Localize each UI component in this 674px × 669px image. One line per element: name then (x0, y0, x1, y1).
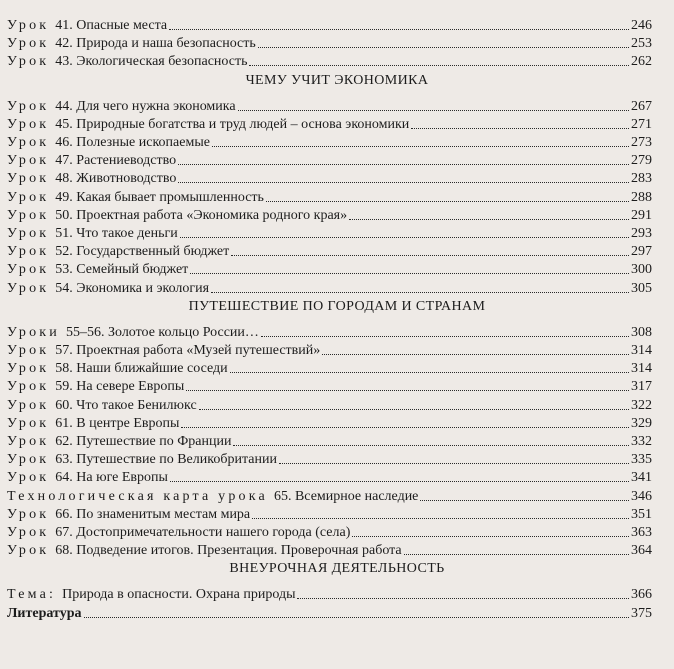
toc-entry-prefix: Урок (7, 207, 50, 223)
toc-entry-prefix: Урок (7, 153, 50, 169)
toc-entry-title: Природа в опасности. Охрана природы (62, 587, 296, 603)
toc-entry-title: 55–56. Золотое кольцо России… (65, 324, 259, 340)
dot-leader (352, 536, 629, 537)
toc-entry[interactable] (7, 133, 652, 151)
dot-leader (266, 201, 629, 202)
toc-entry[interactable] (7, 279, 652, 297)
toc-entry-prefix: Урок (7, 189, 50, 205)
toc-entry[interactable] (7, 260, 652, 278)
toc-entry-title: 57. Проектная работа «Музей путешествий» (55, 343, 321, 358)
toc-entry-page: 346 (631, 488, 652, 504)
toc-entry-title: 64. На юге Европы (55, 470, 168, 486)
dot-leader (238, 110, 629, 111)
toc-entry-page: 279 (631, 153, 652, 169)
toc-entry[interactable] (7, 468, 652, 486)
dot-leader (404, 554, 629, 555)
toc-entry-prefix: Урок (7, 54, 50, 70)
dot-leader (231, 255, 629, 256)
toc-entry[interactable] (7, 523, 652, 541)
toc-entry-title: 52. Государственный бюджет (55, 244, 230, 260)
toc-entry-page: 366 (631, 587, 652, 603)
toc-entry[interactable] (7, 169, 652, 187)
toc-entry[interactable] (7, 414, 652, 432)
toc-entry-title: 44. Для чего нужна экономика (55, 98, 236, 114)
toc-entry-title: 60. Что такое Бенилюкс (55, 397, 197, 413)
toc-entry[interactable] (7, 432, 652, 450)
toc-entry-title: 65. Всемирное наследие (273, 488, 419, 504)
dot-leader (170, 481, 629, 482)
toc-entry-prefix: Урок (7, 280, 50, 296)
toc-entry-title: 68. Подведение итогов. Презентация. Проверочная работа (55, 543, 402, 559)
dot-leader (230, 372, 629, 373)
dot-leader (212, 146, 629, 147)
toc-entry-page: 332 (631, 434, 652, 449)
toc-entry-page: 329 (631, 415, 652, 431)
toc-entry-page: 314 (631, 343, 652, 358)
toc-entry-page: 375 (631, 605, 652, 621)
dot-leader (181, 427, 629, 428)
toc-entry-prefix: Урок (7, 434, 50, 449)
toc-entry-title: 59. На севере Европы (55, 379, 185, 395)
toc-entry[interactable] (7, 115, 652, 133)
dot-leader (190, 273, 629, 274)
dot-leader (411, 128, 629, 129)
dot-leader (178, 182, 629, 183)
toc-entry-page: 363 (631, 525, 652, 540)
dot-leader (249, 65, 629, 66)
toc-entry-page: 314 (631, 361, 652, 377)
toc-entry[interactable] (7, 206, 652, 224)
toc-entry[interactable] (7, 16, 652, 34)
toc-entry-prefix: Тема: (7, 587, 57, 603)
toc-entry-title: 61. В центре Европы (55, 415, 180, 431)
toc-entry-prefix: Урок (7, 397, 50, 413)
toc-entry-page: 283 (631, 171, 652, 187)
toc-entry[interactable] (7, 188, 652, 206)
toc-entry-page: 262 (631, 54, 652, 70)
toc-entry-prefix: Урок (7, 361, 50, 377)
toc-entry[interactable] (7, 377, 652, 395)
toc-entry-prefix: Уроки (7, 324, 60, 340)
toc-entry-page: 293 (631, 226, 652, 241)
dot-leader (211, 292, 629, 293)
toc-entry-page: 271 (631, 116, 652, 132)
toc-entry-prefix: Урок (7, 18, 50, 33)
toc-entry-prefix: Урок (7, 244, 50, 260)
toc-entry[interactable] (7, 341, 652, 359)
toc-entry-prefix: Урок (7, 262, 50, 278)
dot-leader (199, 409, 629, 410)
toc-entry-title: 45. Природные богатства и труд людей – основа экономики (55, 116, 410, 132)
toc-entry-prefix: Технологическая карта урока (7, 488, 268, 504)
dot-leader (297, 598, 629, 599)
toc-entry-title: 42. Природа и наша безопасность (55, 36, 256, 52)
toc-entry-prefix: Урок (7, 343, 50, 358)
toc-entry-title: 63. Путешествие по Великобритании (55, 452, 277, 468)
dot-leader (258, 47, 629, 48)
section-heading: ЧЕМУ УЧИТ ЭКОНОМИКА (245, 72, 429, 88)
toc-entry-prefix: Урок (7, 226, 50, 241)
toc-entry[interactable] (7, 450, 652, 468)
toc-entry-page: 273 (631, 135, 652, 150)
toc-entry-prefix: Урок (7, 525, 50, 540)
dot-leader (233, 445, 629, 446)
toc-entry-title: 50. Проектная работа «Экономика родного края» (55, 207, 348, 223)
toc-entry-page: 300 (631, 262, 652, 278)
toc-entry-prefix: Урок (7, 506, 50, 522)
section-heading: ВНЕУРОЧНАЯ ДЕЯТЕЛЬНОСТЬ (229, 561, 445, 577)
dot-leader (186, 390, 629, 391)
toc-entry[interactable] (7, 585, 652, 603)
toc-entry-prefix: Урок (7, 470, 50, 486)
toc-entry-prefix: Урок (7, 171, 50, 187)
toc-entry-page: 335 (631, 452, 652, 468)
dot-leader (322, 354, 629, 355)
toc-entry-title: 49. Какая бывает промышленность (55, 189, 264, 205)
section-heading: ПУТЕШЕСТВИЕ ПО ГОРОДАМ И СТРАНАМ (188, 298, 486, 314)
toc-entry[interactable] (7, 34, 652, 52)
toc-entry-prefix: Урок (7, 379, 50, 395)
toc-entry[interactable] (7, 396, 652, 414)
toc-entry-title: 53. Семейный бюджет (55, 262, 189, 278)
toc-entry-title: 66. По знаменитым местам мира (55, 506, 251, 522)
dot-leader (261, 336, 629, 337)
toc-entry-page: 317 (631, 379, 652, 395)
toc-entry-title: Литература (7, 605, 82, 621)
toc-entry-prefix: Урок (7, 116, 50, 132)
toc-entry-title: 67. Достопримечательности нашего города (села) (55, 525, 351, 540)
toc-entry-page: 322 (631, 397, 652, 413)
toc-entry-prefix: Урок (7, 415, 50, 431)
toc-entry-title: 54. Экономика и экология (55, 280, 210, 296)
toc-entry-page: 267 (631, 98, 652, 114)
toc-entry[interactable] (7, 604, 652, 622)
toc-entry-page: 351 (631, 506, 652, 522)
toc-entry[interactable] (7, 224, 652, 242)
toc-entry[interactable] (7, 323, 652, 341)
toc-entry-prefix: Урок (7, 135, 50, 150)
toc-entry-title: 51. Что такое деньги (55, 226, 178, 241)
toc-entry[interactable] (7, 541, 652, 559)
toc-entry-page: 288 (631, 189, 652, 205)
toc-entry-page: 253 (631, 36, 652, 52)
toc-entry-page: 341 (631, 470, 652, 486)
dot-leader (252, 518, 629, 519)
toc-entry-title: 47. Растениеводство (55, 153, 177, 169)
dot-leader (180, 237, 629, 238)
toc-entry-page: 246 (631, 18, 652, 33)
toc-entry-prefix: Урок (7, 98, 50, 114)
toc-entry[interactable] (7, 52, 652, 70)
dot-leader (420, 500, 629, 501)
toc-entry[interactable] (7, 359, 652, 377)
dot-leader (349, 219, 629, 220)
toc-entry[interactable] (7, 97, 652, 115)
dot-leader (169, 29, 629, 30)
toc-entry-title: 43. Экологическая безопасность (55, 54, 248, 70)
dot-leader (279, 463, 629, 464)
toc-entry-page: 308 (631, 324, 652, 340)
dot-leader (84, 617, 630, 618)
toc-entry-prefix: Урок (7, 543, 50, 559)
toc-entry-title: 62. Путешествие по Франции (55, 434, 232, 449)
toc-entry[interactable] (7, 505, 652, 523)
toc-entry-title: 48. Животноводство (55, 171, 177, 187)
toc-entry-page: 364 (631, 543, 652, 559)
toc-entry-prefix: Урок (7, 36, 50, 52)
toc-entry[interactable] (7, 242, 652, 260)
toc-entry-title: 41. Опасные места (55, 18, 168, 33)
toc-entry-page: 297 (631, 244, 652, 260)
toc-entry[interactable] (7, 487, 652, 505)
toc-entry-title: 58. Наши ближайшие соседи (55, 361, 228, 377)
toc-entry[interactable] (7, 151, 652, 169)
toc-entry-title: 46. Полезные ископаемые (55, 135, 210, 150)
toc-entry-page: 291 (631, 207, 652, 223)
toc-entry-prefix: Урок (7, 452, 50, 468)
dot-leader (178, 164, 629, 165)
toc-entry-page: 305 (631, 280, 652, 296)
